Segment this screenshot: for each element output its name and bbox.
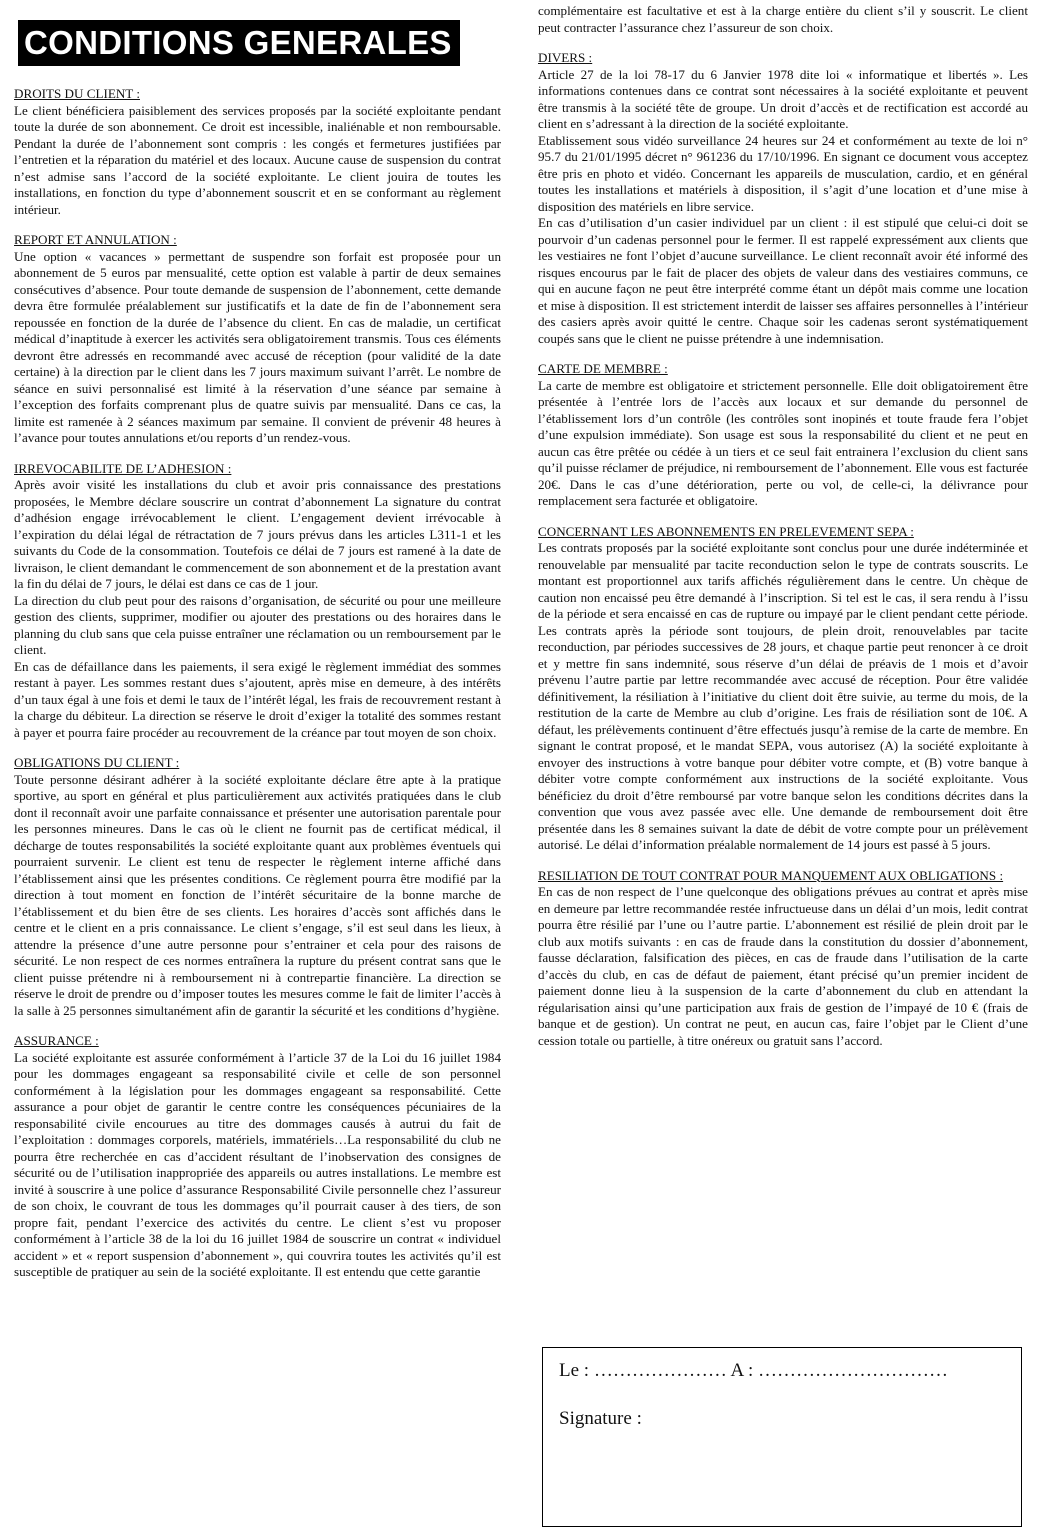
left-column <box>14 0 501 1295</box>
paragraph: La direction du club peut pour des raisons d’organisation, de sécurité ou pour une meilleure gestion des clients, supprimer, modifier ou ajouter des prestations ou des horaires dans le planning du club sans que cela puisse entraîner une réclamation ou un remboursement par le client. <box>14 592 501 657</box>
paragraph: Toute personne désirant adhérer à la société exploitante déclare être apte à la pratique sportive, au sport en général et plus particulièrement aux activités pratiquées dans le club dont il reconnaît avoir une parfaite connaissance et présenter une autorisation parentale pour les personnes mineures. Dans le cas où le client ne fournit pas de certificat médical, il décharge de toutes responsabilités la société exploitante quant aux problèmes éventuels qui pourraient survenir. Le client est tenu de respecter le règlement interne affiché dans l’établissement ainsi que les présentes conditions. Ce règlement pourra être modifié par la direction à tout moment en fonction de l’intérêt sécuritaire de la bonne marche de l’établissement et du bien être de ses clients. Les horaires d’accès sont affichés dans le centre et le client en a pris connaissance. Le client s’engage, s’il est seul dans les lieux, à attendre la présence d’une autre personne pour s’entrainer et cela pour des raisons de sécurité. Le non respect de ces normes entraînera la rupture du présent contrat sans que le client puisse prétendre ni à remboursement ni à contrepartie financière. La direction se réserve le droit de prendre ou d’imposer toutes les mesures comme le fait de limiter l’accès à la salle à 25 personnes simultanément afin de garantir la sécurité et les conditions d’hygiène. <box>14 771 501 1018</box>
paragraph: Le client bénéficiera paisiblement des services proposés par la société exploitante pendant toute la durée de son abonnement. Ce droit est incessible, inaliénable et non remboursable. Pendant la durée de l’abonnement sont compris : les congés et fermetures justifiées par l’entretien et la réparation du matériel et des locaux. Aucune cause de suspension du contrat n’est admise sans l’accord de la société exploitante. Le client jouira de toutes les installations, en fonction du type d’abonnement souscrit et en se conformant au règlement intérieur. <box>14 102 501 217</box>
signature-label: Signature : <box>559 1408 642 1429</box>
document-title: CONDITIONS GENERALES <box>18 20 460 66</box>
paragraph: En cas de non respect de l’une quelconque des obligations prévues au contrat et après mise en demeure par lettre recommandée restée infructueuse dans un délai d’un mois, ledit contrat pourra être résilié par l’une ou l’autre partie. L’abonnement est résilié de plein droit par le club aux motifs suivants : en cas de fraude dans la constitution du dossier d’abonnement, fausse déclaration, falsification des pièces, en cas de fraude dans l’utilisation de la carte d’accès du club, en cas de défaut de paiement, étant précisé qu’un premier incident de paiement donne lieu à la suspension de la carte d’abonnement du club en attendant la régularisation ainsi qu’une participation aux frais de gestion de l’impayé de 10 € (frais de banque et de gestion). Un contrat ne peut, en aucun cas, faire l’objet par le Client d’une cession totale ou partielle, à titre onéreux ou gratuit sans l’accord. <box>538 884 1028 1048</box>
section-droits <box>14 86 501 218</box>
paragraph: Après avoir visité les installations du club et avoir pris connaissance des prestations proposées, le Membre déclare souscrire un contrat d’abonnement La signature du contrat d’adhésion engage irrévocablement le client. L’engagement devient irrévocable à l’expiration du délai légal de rétractation de 7 jours prévus dans les articles L311-1 et les suivants du Code de la consommation. Toutefois ce délai de 7 jours est ramené à la date de livraison, le client demandant le commencement de son abonnement et de la prestation avant la fin du délai de 7 jours, le délai est dans ce cas de 1 jour. <box>14 477 501 591</box>
paragraph: En cas d’utilisation d’un casier individuel par un client : il est stipulé que celui-ci doit se pourvoir d’un cadenas personnel pour le fermer. Il est rappelé expressément aux clients que les vestiaires ne font l’objet d’aucune surveillance. Le client reconnaît avoir été informé des risques encourus par le fait de placer des objets de valeur dans des vestiaires communs, ce qui en aucune façon ne peut être interprété comme étant un dépôt mais comme une location et mise à disposition. Il est strictement interdit de laisser ses affaires personnelles à l’intérieur des casiers après avoir quitté le centre. Chaque soir les cadenas seront systématiquement coupés sans que le client ne puisse prétendre à une indemnisation. <box>538 215 1028 346</box>
paragraph: Les contrats proposés par la société exploitante sont conclus pour une durée indéterminée et renouvelable par mensualité par tacite reconduction selon le type de contrats souscrits. Le montant est proportionnel aux tarifs affichés régulièrement dans le centre. Un chèque de caution non encaissé peu être demandé à l’inscription. Si tel est le cas, il sera rendu à l’issu de la période et sera encaissé en cas de rupture ou impayé par le client pendant cette période. Les contrats après la période sont toujours, de plein droit, renouvelables par tacite reconduction, par périodes successives de 28 jours, et chaque partie peut renoncer à ce droit et y mettre fin sans indemnité, sous réserve d’un délai de préavis de 1 mois et d’avoir prévenu l’autre partie par lettre recommandée avec accusé de réception. Pour être validée définitivement, la résiliation à l’initiative du client doit être suivie, au terme du mois, de la restitution de la carte de Membre au club d’origine. Les frais de résiliation sont de 10€. A défaut, les prélèvements continuent d’être effectués jusqu’à remise de la carte de membre. En signant le contrat proposé, et le mandat SEPA, vous autorisez (A) la société exploitante à envoyer des instructions à votre banque pour débiter votre compte, et (B) votre banque à débiter votre compte conformément aux instructions de la société exploitante. Vous bénéficiez du droit d’être remboursé par votre banque selon les conditions décrites dans la convention que vous avez passée avec elle. Une demande de remboursement doit être présentée dans les 8 semaines suivant la date de débit de votre compte pour un prélèvement autorisé. Le délai d’information préalable normalement de 14 jours est passé à 5 jours. <box>538 540 1028 852</box>
section-heading: DIVERS : <box>538 50 593 65</box>
paragraph: La société exploitante est assurée conformément à l’article 37 de la Loi du 16 juillet 1984 pour les dommages engageant sa responsabilité civile et celle de son personnel conformément à la législation pour les dommages engageant sa responsabilité. Cette assurance a pour objet de garantir le centre contre les conséquences pécuniaires de la responsabilité civile encourues au titre des dommages causés à autrui du fait de l’exploitation : dommages corporels, matériels, immatériels…La responsabilité du club ne pourra être recherchée en cas d’accident résultant de l’inobservation des consignes de sécurité ou de l’utilisation inappropriée des appareils ou autres installations. Le membre est invité à souscrire à une police d’assurance Responsabilité Civile personnelle chez l’assureur de son choix, le couvrant de tous les dommages qu’il pourrait causer à des tiers, de son propre fait, pendant l’exercice des activités du centre. Le client s’est vu proposer conformément à l’article 38 de la loi du 16 juillet 1984 de souscrire un contrat « individuel accident » et « report suspension d’abonnement », qui couvrira toutes les activités qu’il est susceptible de pratiquer au sein de la société exploitante. Il est entendu que cette garantie <box>14 1049 501 1279</box>
section-report <box>14 232 501 447</box>
section-heading: IRREVOCABILITE DE L’ADHESION : <box>14 460 232 476</box>
paragraph: complémentaire est facultative et est à la charge entière du client s’il y souscrit. Le client peut contracter l’assurance chez l’assureur de son choix. <box>538 3 1028 35</box>
section-divers <box>538 50 1028 347</box>
section-heading: CONCERNANT LES ABONNEMENTS EN PRELEVEMENT SEPA : <box>538 523 914 539</box>
section-assurance <box>14 1033 501 1281</box>
paragraph: Article 27 de la loi 78-17 du 6 Janvier 1978 dite loi « informatique et libertés ». Les informations contenues dans ce contrat sont nécessaires à la société exploitante et peuvent être transmis à la société tête de groupe. Un droit d’accès et de rectification est accordé au client en s’adressant à la direction de la société exploitante. <box>538 66 1028 131</box>
section-heading: REPORT ET ANNULATION : <box>14 232 177 247</box>
right-column <box>538 0 1028 1063</box>
section-heading: CARTE DE MEMBRE : <box>538 361 668 376</box>
section-obligations <box>14 755 501 1019</box>
section-resiliation <box>538 868 1028 1050</box>
section-heading: OBLIGATIONS DU CLIENT : <box>14 755 180 770</box>
section-heading: RESILIATION DE TOUT CONTRAT POUR MANQUEMENT AUX OBLIGATIONS : <box>538 867 1004 883</box>
paragraph: En cas de défaillance dans les paiements, il sera exigé le règlement immédiat des sommes restant à payer. Les sommes restant dues s’ajoutent, après mise en demeure, à des intérêts d’un taux égal à une fois et demi le taux de l’intérêt légal, les frais de recouvrement restant à la charge du débiteur. La direction se réserve le droit d’exiger la totalité des sommes restant à payer et pourra faire procéder au recouvrement de la créance par tout moyen de son choix. <box>14 658 501 740</box>
signature-box[interactable] <box>542 1347 1022 1527</box>
section-heading: ASSURANCE : <box>14 1033 99 1048</box>
section-assurance-continued <box>538 3 1028 36</box>
section-irrevocabilite <box>14 461 501 742</box>
paragraph: La carte de membre est obligatoire et strictement personnelle. Elle doit obligatoirement être présentée à l’entrée lors de l’accès aux locaux et sur demande du personnel de l’établissement lors d’un contrôle (les contrôles sont inopinés et toute fraude fera l’objet d’une expulsion immédiate). Son usage est sous la responsabilité du client et ne peut en aucun cas être prêtée ou cédée à un tiers et ce seul fait entrainera l’exclusion du client sans qu’il puisse réclamer de préjudice, ni remboursement de l’abonnement. Elle vous est facturée 20€. Dans le cas d’une détérioration, perte ou vol, de celle-ci, la délivrance pour remplacement sera facturée et obligatoire. <box>538 377 1028 508</box>
section-heading: DROITS DU CLIENT : <box>14 86 140 101</box>
paragraph: Etablissement sous vidéo surveillance 24 heures sur 24 et conformément au texte de loi n° 95.7 du 21/01/1995 décret n° 961236 du 17/10/1996. En signant ce document vous acceptez être pris en photo et vidéo. Concernant les appareils de musculation, cardio, et en général toutes les installations et matériels à disposition, il s’agit d’une location et d’une mise à disposition des matériels en libre service. <box>538 132 1028 214</box>
paragraph: Une option « vacances » permettant de suspendre son forfait est proposée pour un abonnement de 5 euros par mensualité, cette option est valable à partir de deux semaines consécutives d’absence. Pour toute demande de suspension de l’abonnement, cette demande devra être formulée préalablement sur justificatifs et la date de fin de l’abonnement sera repoussée en fonction de la durée de l’absence du client. En cas de maladie, un certificat médical d’inaptitude à exercer les activités sera obligatoirement transmis. Tous ces éléments devront être adressés en recommandé avec accusé de réception (pour validité de la date certaine) à la direction par le client dans les 7 jours maximum suivant l’arrêt. Le nombre de séance en suivi personnalisé est limité à la réservation d’une séance par semaine à l’exception des forfaits comprenant plus de quatre suivis par mensualité. Dans ce cas, la limite est ramenée à 2 séances maximum par semaine. Il convient de prévenir 48 heures à l’avance pour toutes annulations et/ou reports d’un rendez-vous. <box>14 248 501 445</box>
date-place-line[interactable]: Le : ………………… A : ………………………… <box>559 1360 948 1381</box>
section-sepa <box>538 524 1028 854</box>
section-carte <box>538 361 1028 510</box>
